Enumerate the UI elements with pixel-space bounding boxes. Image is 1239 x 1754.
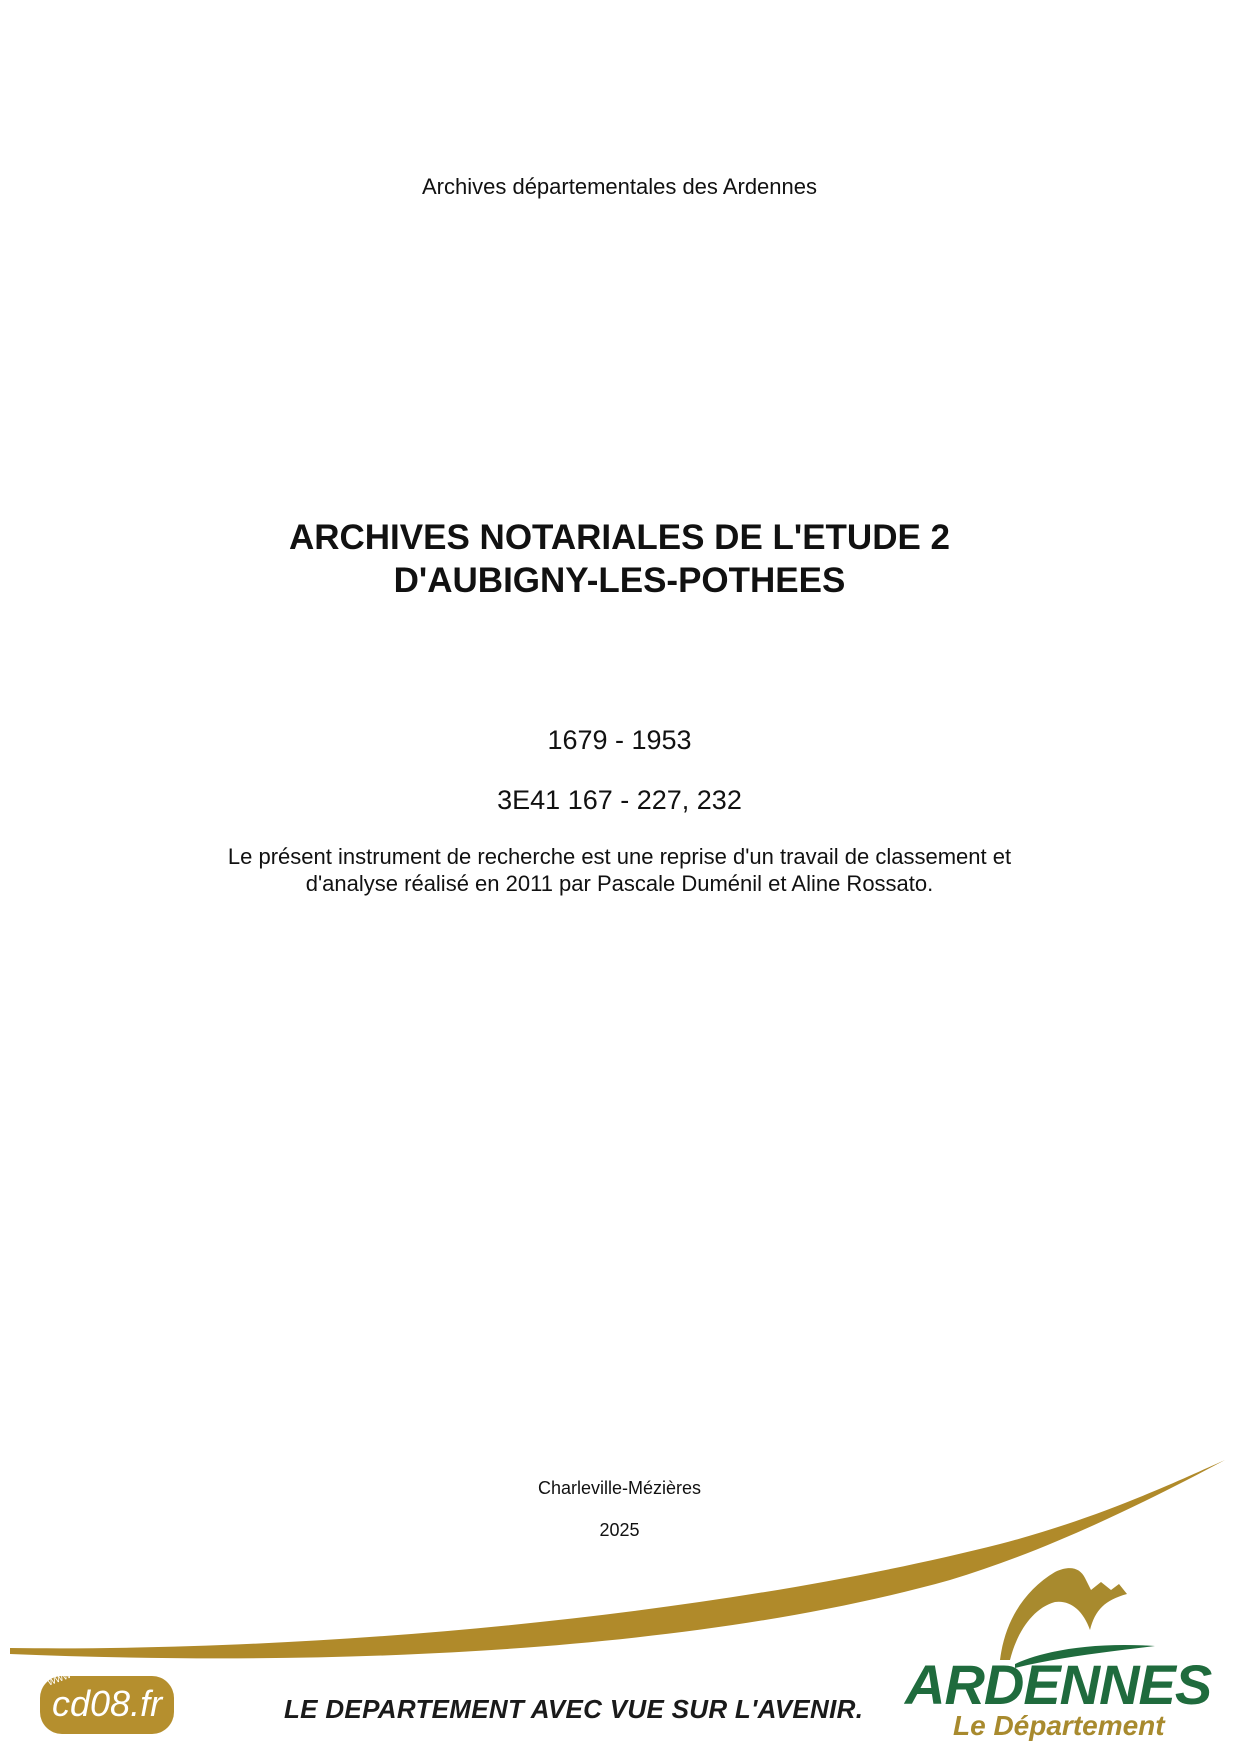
date-range: 1679 - 1953 xyxy=(547,725,692,755)
authorship-note-line-1: Le présent instrument de recherche est une reprise d'un travail de classement et xyxy=(227,844,1012,869)
authorship-note xyxy=(0,843,1239,897)
ardennes-logo-subtitle: Le Département xyxy=(953,1710,1165,1741)
ardennes-logo-name: ARDENNES xyxy=(905,1653,1212,1716)
publication-place: Charleville-Mézières xyxy=(537,1478,702,1498)
cd08-logo xyxy=(40,1668,174,1734)
document-title-line-2: D'AUBIGNY-LES-POTHEES xyxy=(393,561,846,600)
publication-year: 2025 xyxy=(599,1520,640,1540)
institution-name: Archives départementales des Ardennes xyxy=(421,174,817,199)
document-title xyxy=(0,516,1239,602)
cd08-logo-text: cd08.fr xyxy=(52,1683,163,1724)
authorship-note-line-2: d'analyse réalisé en 2011 par Pascale Duménil et Aline Rossato. xyxy=(305,871,934,896)
ardennes-department-logo xyxy=(905,1560,1225,1750)
cd08-www-label: www xyxy=(46,1668,73,1689)
document-title-line-1: ARCHIVES NOTARIALES DE L'ETUDE 2 xyxy=(288,518,951,557)
department-slogan: LE DEPARTEMENT AVEC VUE SUR L'AVENIR. xyxy=(284,1694,864,1724)
archive-reference: 3E41 167 - 227, 232 xyxy=(497,785,742,815)
